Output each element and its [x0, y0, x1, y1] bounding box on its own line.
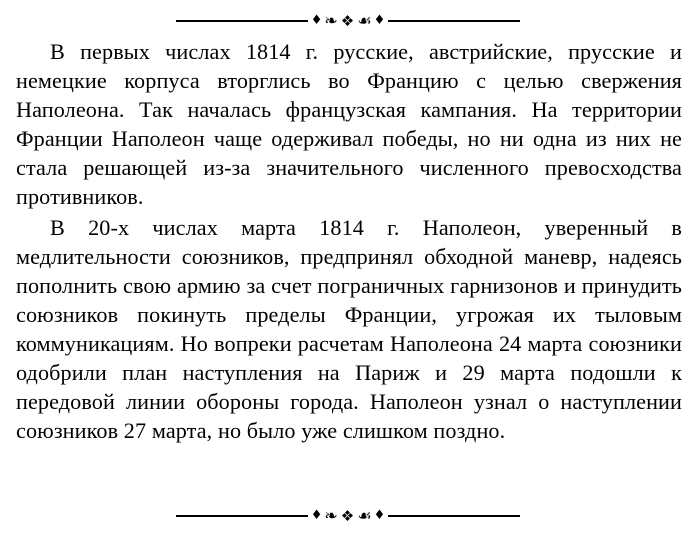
leaf-right-icon: ☙: [357, 11, 372, 30]
leaf-right-icon: ☙: [357, 506, 372, 525]
diamond-dot-icon: ♦: [373, 12, 386, 28]
ornament-rule-left: [176, 515, 308, 517]
diamond-dot-icon: ♦: [373, 507, 386, 523]
top-ornament-divider: [0, 4, 696, 38]
bottom-ornament-divider: [0, 499, 696, 533]
paragraph: В 20-х числах марта 1814 г. Наполеон, уверенный в медлительности союзников, предпринял обходной маневр, надеясь пополнить свою армию за счет пограничных гарнизонов и принудить союзников покинуть пределы Франции, угрожая их тыловым коммуникациям. Но вопреки расчетам Наполеона 24 марта союзники одобрили план наступления на Париж и 29 марта подошли к передовой линии обороны города. Наполеон узнал о наступлении союзников 27 марта, но было уже слишком поздно.: [16, 214, 682, 443]
ornament-center-cluster: [311, 508, 386, 524]
ornament-rule-right: [388, 515, 520, 517]
ornament-rule-right: [388, 20, 520, 22]
paragraph: В первых числах 1814 г. русские, австрийские, прусские и немецкие корпуса вторглись во Францию с целью свержения Наполеона. Так началась французская кампания. На территории Франции Наполеон чаще одерживал победы, но ни одна из них не стала решающей из-за значительного численного превосходства противников.: [16, 39, 682, 209]
diamond-center-icon: ❖: [340, 506, 355, 525]
diamond-dot-icon: ♦: [310, 507, 323, 523]
leaf-left-icon: ❧: [324, 11, 338, 30]
ornament-rule-left: [176, 20, 308, 22]
ornament-center-cluster: [311, 13, 386, 29]
diamond-center-icon: ❖: [340, 11, 355, 30]
diamond-dot-icon: ♦: [310, 12, 323, 28]
body-text: [0, 38, 696, 499]
leaf-left-icon: ❧: [324, 506, 338, 525]
